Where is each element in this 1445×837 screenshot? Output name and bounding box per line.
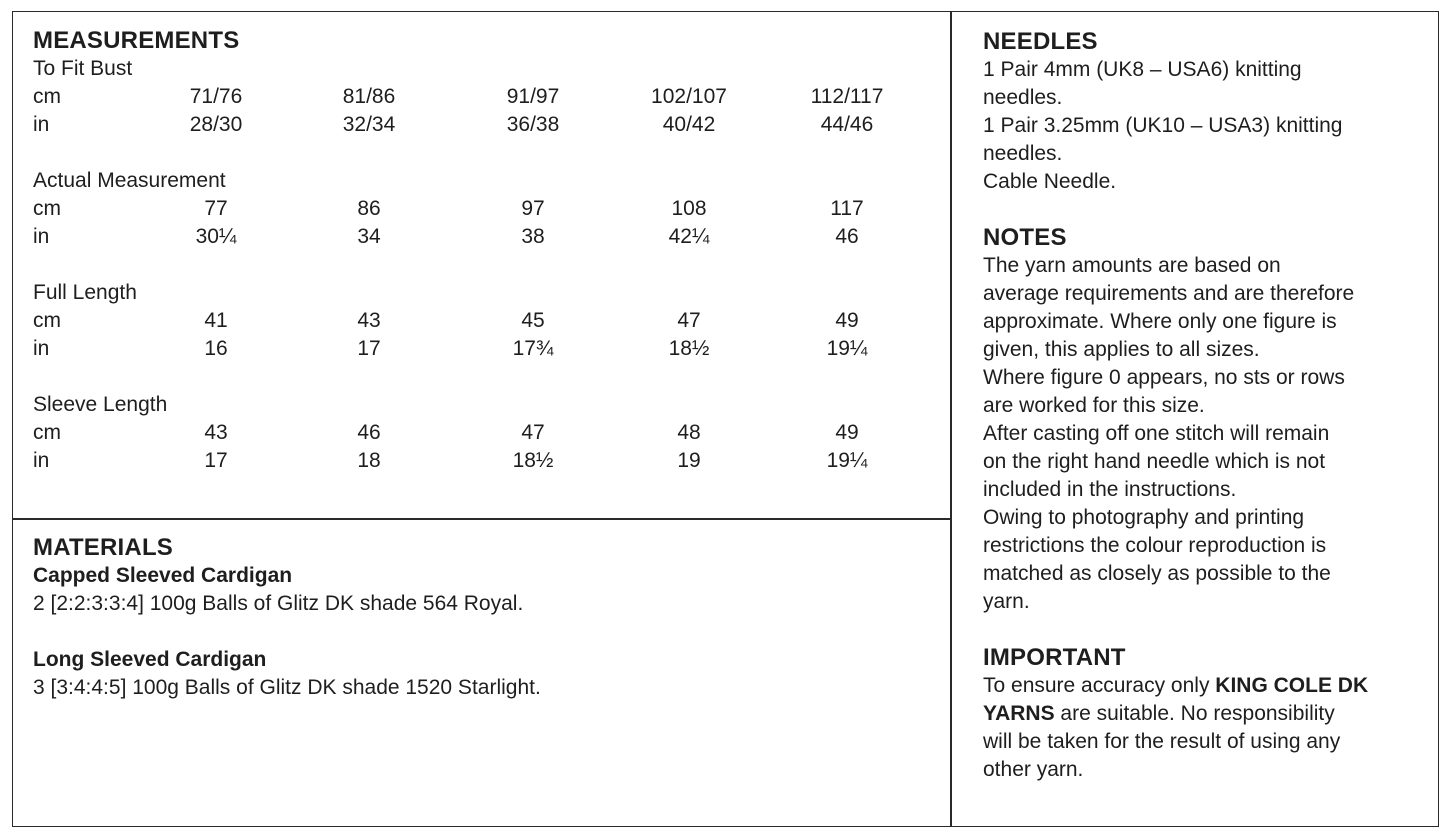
measurements-heading: MEASUREMENTS xyxy=(33,27,240,54)
measurements-section xyxy=(33,27,933,503)
notes-line: are worked for this size. xyxy=(983,394,1205,417)
notes-line: included in the instructions. xyxy=(983,478,1237,501)
notes-line: Owing to photography and printing xyxy=(983,506,1305,529)
size-value: 48 xyxy=(677,421,701,444)
needles-line: 1 Pair 4mm (UK8 – USA6) knitting xyxy=(983,58,1302,81)
size-value: 18 xyxy=(357,449,381,472)
size-value: 47 xyxy=(521,421,545,444)
material-text: 3 [3:4:4:5] 100g Balls of Glitz DK shade 1520 Starlight. xyxy=(33,676,541,699)
notes-line: given, this applies to all sizes. xyxy=(983,338,1260,361)
measurement-row-in xyxy=(33,223,933,251)
unit-label: in xyxy=(33,449,50,472)
right-column xyxy=(983,28,1423,784)
size-value: 18½ xyxy=(668,337,710,360)
size-value: 102/107 xyxy=(651,85,727,108)
notes-line: average requirements and are therefore xyxy=(983,282,1355,305)
size-value: 108 xyxy=(671,197,707,220)
size-value: 42¼ xyxy=(668,225,710,248)
size-value: 19¼ xyxy=(826,449,868,472)
materials-heading: MATERIALS xyxy=(33,534,174,561)
measurement-row-in xyxy=(33,111,933,139)
notes-line: restrictions the colour reproduction is xyxy=(983,534,1327,557)
notes-line: on the right hand needle which is not xyxy=(983,450,1326,473)
size-value: 38 xyxy=(521,225,545,248)
notes-line: After casting off one stitch will remain xyxy=(983,422,1330,445)
measurement-group-actual xyxy=(33,167,933,251)
size-value: 45 xyxy=(521,309,545,332)
measurement-row-in xyxy=(33,335,933,363)
measurement-row-cm xyxy=(33,83,933,111)
size-value: 77 xyxy=(204,197,228,220)
size-value: 44/46 xyxy=(820,113,874,136)
brand-name: YARNS xyxy=(983,702,1055,725)
notes-heading: NOTES xyxy=(983,224,1067,251)
size-value: 16 xyxy=(204,337,228,360)
size-value: 30¼ xyxy=(195,225,237,248)
size-value: 32/34 xyxy=(342,113,396,136)
size-value: 17 xyxy=(357,337,381,360)
group-title: Sleeve Length xyxy=(33,393,168,416)
material-title: Capped Sleeved Cardigan xyxy=(33,564,293,587)
size-value: 91/97 xyxy=(506,85,560,108)
size-value: 19 xyxy=(677,449,701,472)
needles-line: Cable Needle. xyxy=(983,170,1117,193)
unit-label: in xyxy=(33,225,50,248)
size-value: 46 xyxy=(835,225,859,248)
size-value: 34 xyxy=(357,225,381,248)
important-line xyxy=(983,700,1423,728)
measurement-row-cm xyxy=(33,307,933,335)
size-value: 43 xyxy=(357,309,381,332)
unit-label: cm xyxy=(33,197,61,220)
size-value: 47 xyxy=(677,309,701,332)
unit-label: cm xyxy=(33,421,61,444)
size-value: 43 xyxy=(204,421,228,444)
size-value: 17¾ xyxy=(512,337,554,360)
brand-name: KING COLE DK xyxy=(1215,674,1369,697)
size-value: 117 xyxy=(830,197,864,220)
measurement-row-cm xyxy=(33,419,933,447)
section-divider xyxy=(12,518,951,520)
size-value: 86 xyxy=(357,197,381,220)
group-title: Full Length xyxy=(33,281,137,304)
notes-line: Where figure 0 appears, no sts or rows xyxy=(983,366,1345,389)
measurement-group-length xyxy=(33,279,933,363)
size-value: 36/38 xyxy=(506,113,560,136)
size-value: 112/117 xyxy=(810,85,884,108)
size-value: 49 xyxy=(835,309,859,332)
important-text: are suitable. No responsibility xyxy=(1054,702,1335,725)
needles-heading: NEEDLES xyxy=(983,28,1098,55)
size-value: 40/42 xyxy=(662,113,716,136)
group-title: To Fit Bust xyxy=(33,57,133,80)
notes-line: The yarn amounts are based on xyxy=(983,254,1281,277)
group-title: Actual Measurement xyxy=(33,169,226,192)
measurement-group-bust xyxy=(33,55,933,139)
size-value: 28/30 xyxy=(189,113,243,136)
important-heading: IMPORTANT xyxy=(983,644,1126,671)
size-value: 49 xyxy=(835,421,859,444)
material-title: Long Sleeved Cardigan xyxy=(33,648,267,671)
important-text: To ensure accuracy only xyxy=(983,674,1216,697)
important-line xyxy=(983,672,1423,700)
notes-line: yarn. xyxy=(983,590,1030,613)
size-value: 17 xyxy=(204,449,228,472)
important-line: other yarn. xyxy=(983,758,1084,781)
size-value: 41 xyxy=(204,309,228,332)
unit-label: in xyxy=(33,337,50,360)
measurement-row-cm xyxy=(33,195,933,223)
unit-label: in xyxy=(33,113,50,136)
size-value: 81/86 xyxy=(342,85,396,108)
unit-label: cm xyxy=(33,309,61,332)
notes-line: approximate. Where only one figure is xyxy=(983,310,1337,333)
needles-line: needles. xyxy=(983,142,1063,165)
materials-section xyxy=(33,534,933,702)
size-value: 19¼ xyxy=(826,337,868,360)
measurement-row-in xyxy=(33,447,933,475)
size-value: 46 xyxy=(357,421,381,444)
needles-line: 1 Pair 3.25mm (UK10 – USA3) knitting xyxy=(983,114,1343,137)
measurement-group-sleeve xyxy=(33,391,933,475)
unit-label: cm xyxy=(33,85,61,108)
notes-line: matched as closely as possible to the xyxy=(983,562,1331,585)
size-value: 71/76 xyxy=(189,85,243,108)
needles-line: needles. xyxy=(983,86,1063,109)
important-line: will be taken for the result of using any xyxy=(983,730,1341,753)
material-text: 2 [2:2:3:3:4] 100g Balls of Glitz DK shade 564 Royal. xyxy=(33,592,524,615)
size-value: 18½ xyxy=(512,449,554,472)
column-divider xyxy=(950,11,952,827)
size-value: 97 xyxy=(521,197,545,220)
